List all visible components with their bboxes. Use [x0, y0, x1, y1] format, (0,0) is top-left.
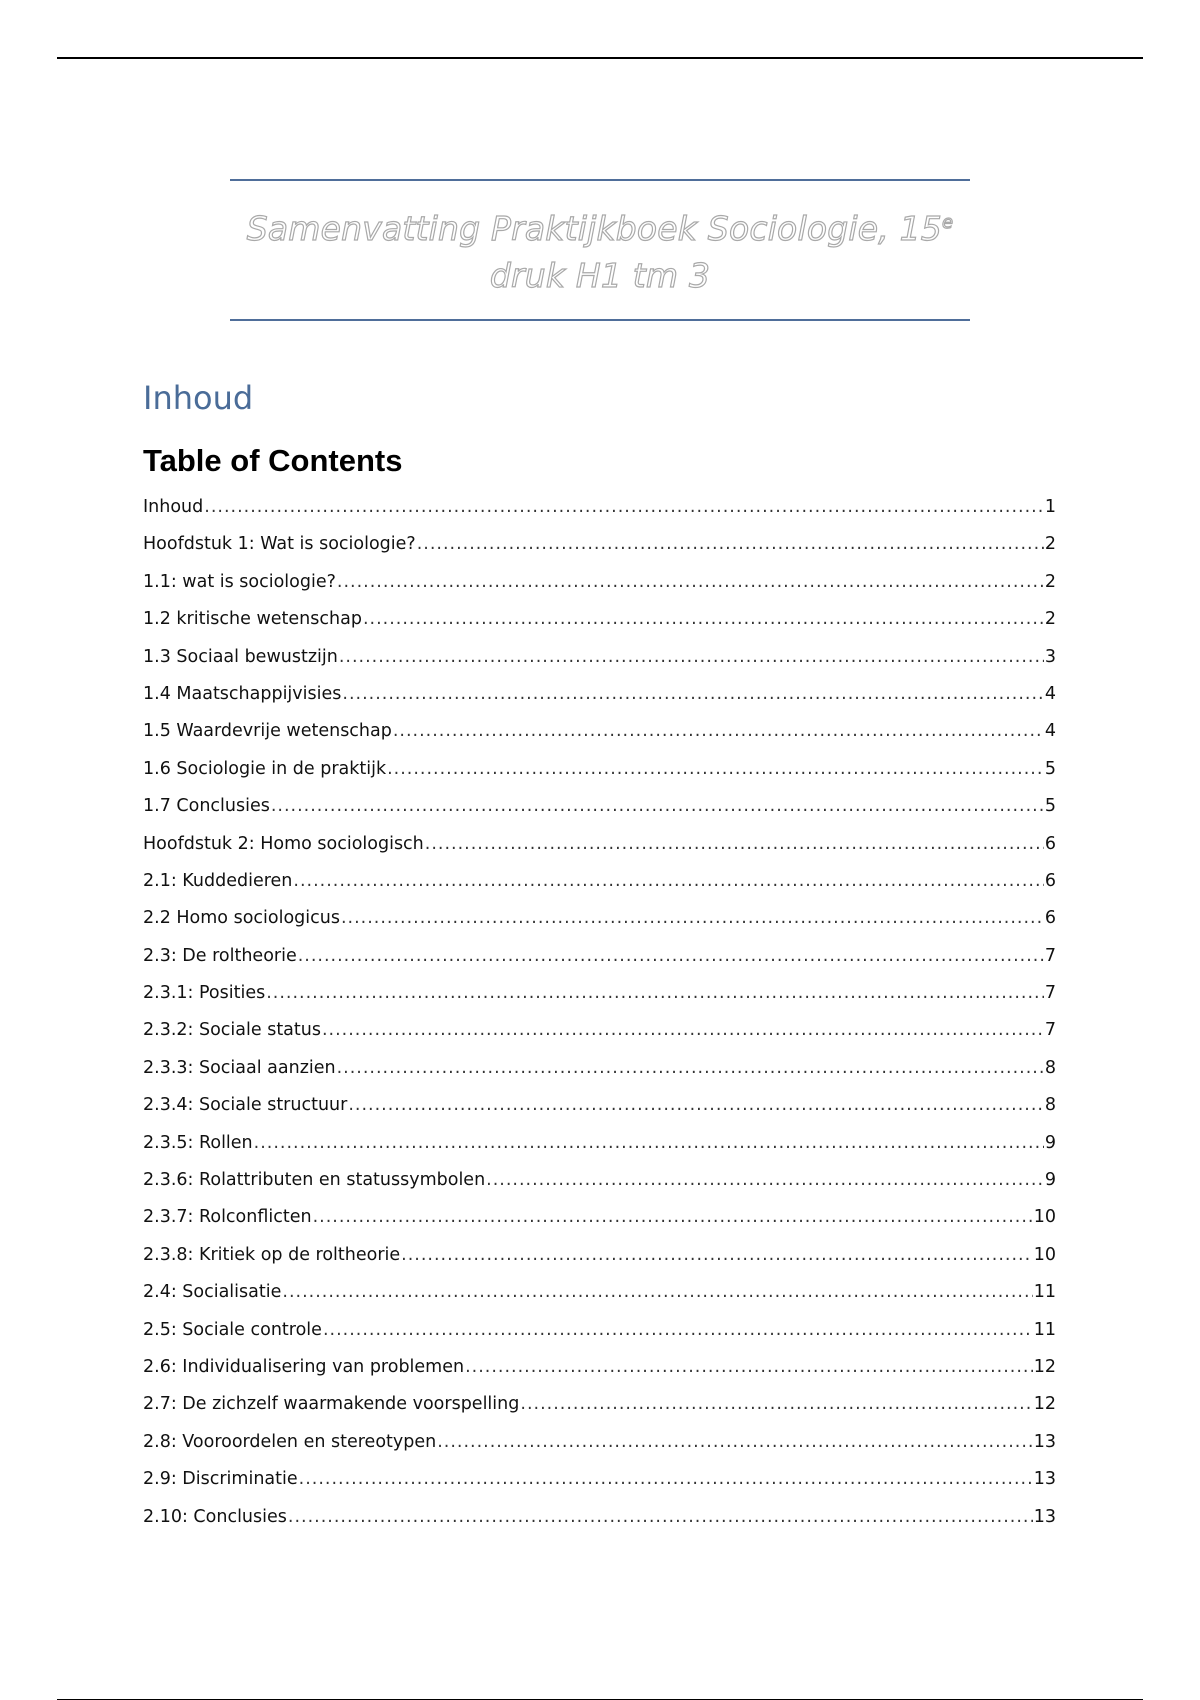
toc-dot-leader	[293, 863, 1043, 900]
toc-dot-leader	[465, 1349, 1033, 1386]
toc-dot-leader	[363, 601, 1044, 638]
toc-entry[interactable]	[143, 826, 1056, 863]
document-title-block	[230, 179, 970, 321]
toc-entry-label: 2.3.4: Sociale structuur	[143, 1095, 348, 1116]
toc-dot-leader	[401, 1237, 1033, 1274]
title-line-1: Samenvatting Praktijkboek Sociologie, 15	[246, 209, 942, 248]
toc-entry[interactable]	[143, 676, 1056, 713]
toc-entry-page-number: 2	[1044, 534, 1056, 555]
toc-dot-leader	[288, 1499, 1033, 1536]
toc-entry[interactable]	[143, 601, 1056, 638]
toc-dot-leader	[387, 751, 1044, 788]
toc-dot-leader	[337, 1050, 1044, 1087]
toc-dot-leader	[298, 938, 1044, 975]
toc-entry-label: 2.3.7: Rolconflicten	[143, 1207, 312, 1228]
toc-entry-page-number: 2	[1044, 609, 1056, 630]
toc-entry-label: 2.3: De roltheorie	[143, 945, 297, 966]
toc-dot-leader	[425, 826, 1044, 863]
toc-entry-page-number: 11	[1033, 1319, 1056, 1340]
toc-dot-leader	[417, 526, 1044, 563]
toc-entry[interactable]	[143, 1499, 1056, 1536]
table-of-contents	[143, 489, 1056, 1536]
toc-entry[interactable]	[143, 1087, 1056, 1124]
toc-entry[interactable]	[143, 526, 1056, 563]
toc-entry-label: 1.2 kritische wetenschap	[143, 609, 362, 630]
toc-entry-page-number: 13	[1033, 1506, 1056, 1527]
title-line-2: druk H1 tm 3	[489, 256, 711, 295]
toc-entry[interactable]	[143, 1162, 1056, 1199]
toc-entry-label: Inhoud	[143, 497, 204, 517]
toc-entry-page-number: 13	[1033, 1469, 1056, 1490]
toc-entry-page-number: 5	[1044, 758, 1056, 779]
toc-entry-label: 2.1: Kuddedieren	[143, 870, 293, 891]
toc-entry[interactable]	[143, 751, 1056, 788]
toc-entry[interactable]	[143, 1012, 1056, 1049]
toc-entry[interactable]	[143, 863, 1056, 900]
toc-entry-page-number: 1	[1044, 497, 1056, 517]
toc-entry-label: 2.8: Vooroordelen en stereotypen	[143, 1431, 437, 1452]
toc-entry-page-number: 6	[1044, 833, 1056, 854]
toc-entry-page-number: 10	[1033, 1244, 1056, 1265]
toc-entry-label: 2.3.2: Sociale status	[143, 1020, 321, 1041]
toc-entry[interactable]	[143, 1424, 1056, 1461]
toc-entry[interactable]	[143, 639, 1056, 676]
toc-entry-label: 2.10: Conclusies	[143, 1506, 287, 1527]
toc-dot-leader	[348, 1087, 1044, 1124]
toc-entry-page-number: 11	[1033, 1282, 1056, 1303]
toc-entry-label: 1.7 Conclusies	[143, 796, 270, 817]
toc-dot-leader	[323, 1312, 1033, 1349]
toc-entry-page-number: 3	[1044, 646, 1056, 667]
toc-entry[interactable]	[143, 489, 1056, 526]
toc-dot-leader	[322, 1012, 1044, 1049]
toc-entry-label: 2.3.5: Rollen	[143, 1132, 253, 1153]
toc-heading: Table of Contents	[143, 443, 403, 478]
toc-entry-page-number: 7	[1044, 1020, 1056, 1041]
toc-entry-label: 2.2 Homo sociologicus	[143, 908, 340, 929]
toc-entry[interactable]	[143, 938, 1056, 975]
toc-dot-leader	[313, 1199, 1033, 1236]
toc-dot-leader	[266, 975, 1044, 1012]
toc-entry-label: Hoofdstuk 1: Wat is sociologie?	[143, 534, 416, 555]
toc-entry-page-number: 7	[1044, 983, 1056, 1004]
toc-entry-label: 2.7: De zichzelf waarmakende voorspelling	[143, 1394, 520, 1415]
toc-entry-label: 2.5: Sociale controle	[143, 1319, 322, 1340]
toc-dot-leader	[271, 788, 1044, 825]
page-top-rule	[57, 57, 1143, 59]
toc-entry[interactable]	[143, 1199, 1056, 1236]
toc-entry-page-number: 13	[1033, 1431, 1056, 1452]
toc-entry[interactable]	[143, 1125, 1056, 1162]
toc-entry-page-number: 12	[1033, 1356, 1056, 1377]
toc-entry-page-number: 8	[1044, 1095, 1056, 1116]
toc-entry-page-number: 6	[1044, 908, 1056, 929]
toc-entry[interactable]	[143, 1312, 1056, 1349]
toc-entry[interactable]	[143, 1349, 1056, 1386]
toc-dot-leader	[299, 1461, 1033, 1498]
toc-dot-leader	[254, 1125, 1044, 1162]
toc-entry-label: Hoofdstuk 2: Homo sociologisch	[143, 833, 424, 854]
toc-entry-label: 1.1: wat is sociologie?	[143, 571, 336, 592]
toc-entry-page-number: 12	[1033, 1394, 1056, 1415]
toc-dot-leader	[337, 564, 1044, 601]
toc-entry[interactable]	[143, 788, 1056, 825]
toc-entry-label: 2.4: Socialisatie	[143, 1282, 282, 1303]
toc-entry[interactable]	[143, 713, 1056, 750]
toc-dot-leader	[520, 1386, 1032, 1423]
toc-dot-leader	[437, 1424, 1032, 1461]
toc-entry-label: 2.9: Discriminatie	[143, 1469, 298, 1490]
document-title	[230, 205, 970, 299]
toc-entry-page-number: 4	[1044, 721, 1056, 742]
toc-entry-label: 1.5 Waardevrije wetenschap	[143, 721, 392, 742]
toc-dot-leader	[341, 900, 1044, 937]
toc-entry-label: 2.3.8: Kritiek op de roltheorie	[143, 1244, 401, 1265]
toc-dot-leader	[339, 639, 1044, 676]
toc-entry-label: 2.3.3: Sociaal aanzien	[143, 1057, 336, 1078]
toc-entry-page-number: 9	[1044, 1132, 1056, 1153]
toc-dot-leader	[393, 713, 1044, 750]
toc-entry-page-number: 7	[1044, 945, 1056, 966]
toc-entry-page-number: 4	[1044, 683, 1056, 704]
toc-entry[interactable]	[143, 1237, 1056, 1274]
toc-entry[interactable]	[143, 564, 1056, 601]
toc-entry-label: 1.4 Maatschappijvisies	[143, 683, 342, 704]
toc-entry[interactable]	[143, 1274, 1056, 1311]
title-superscript: e	[942, 212, 954, 233]
toc-entry-page-number: 5	[1044, 796, 1056, 817]
toc-entry[interactable]	[143, 1461, 1056, 1498]
toc-dot-leader	[282, 1274, 1032, 1311]
toc-entry-label: 2.3.6: Rolattributen en statussymbolen	[143, 1170, 486, 1191]
toc-dot-leader	[204, 489, 1044, 526]
toc-entry-page-number: 6	[1044, 870, 1056, 891]
toc-dot-leader	[342, 676, 1043, 713]
toc-entry[interactable]	[143, 1386, 1056, 1423]
toc-entry[interactable]	[143, 975, 1056, 1012]
toc-entry[interactable]	[143, 1050, 1056, 1087]
toc-dot-leader	[486, 1162, 1044, 1199]
toc-entry-page-number: 8	[1044, 1057, 1056, 1078]
inhoud-heading: Inhoud	[143, 379, 254, 417]
toc-entry-label: 1.3 Sociaal bewustzijn	[143, 646, 338, 667]
toc-entry-label: 1.6 Sociologie in de praktijk	[143, 758, 387, 779]
toc-entry[interactable]	[143, 900, 1056, 937]
toc-entry-page-number: 2	[1044, 571, 1056, 592]
toc-entry-label: 2.6: Individualisering van problemen	[143, 1356, 465, 1377]
toc-entry-page-number: 9	[1044, 1170, 1056, 1191]
toc-entry-label: 2.3.1: Posities	[143, 983, 266, 1004]
toc-entry-page-number: 10	[1033, 1207, 1056, 1228]
